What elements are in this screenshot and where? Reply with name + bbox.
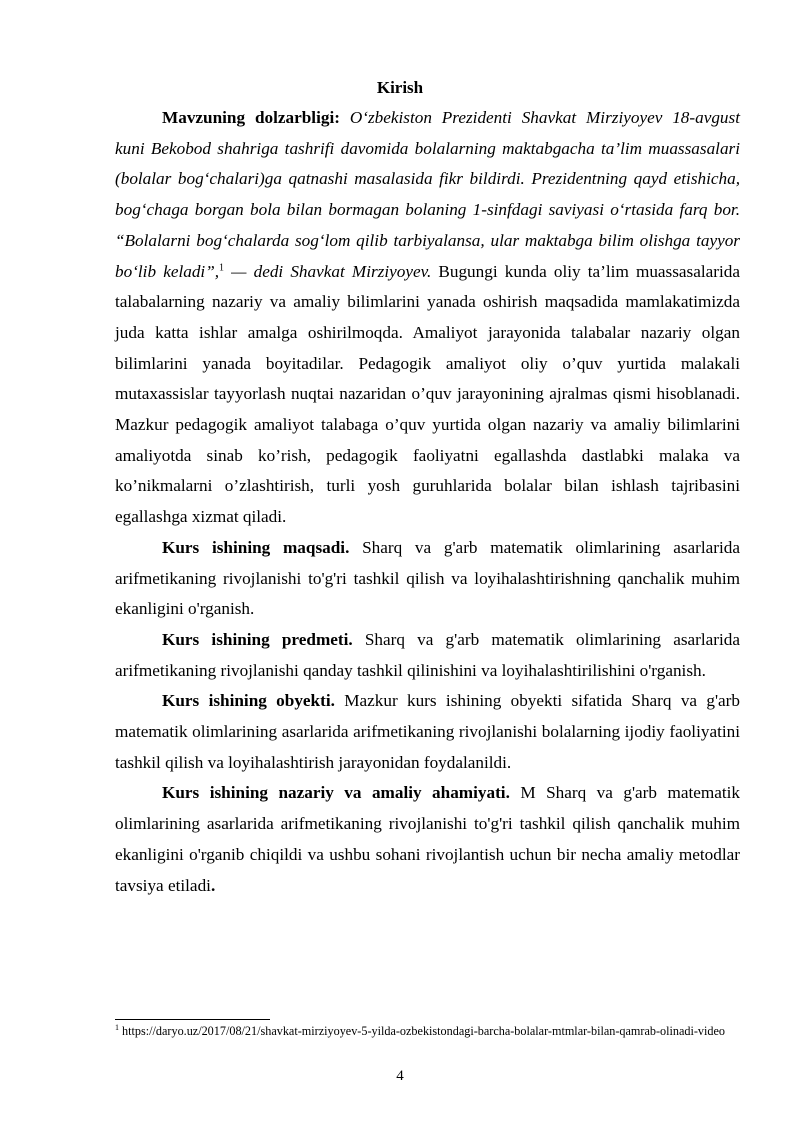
section-title: Kirish [376, 78, 424, 97]
footnote [115, 1024, 740, 1039]
paragraph-text: Sharq va g'arb matematik olimlarining asarlarida arifmetikaning rivojlanishi qanday tashkil qilinishini va loyihalashtirilishini o'rganish. [115, 629, 740, 680]
paragraph-text: Sharq va g'arb matematik olimlarining asarlarida arifmetikaning rivojlanishi to'g'ri tashkil qilish va loyihalashtirishning qanchalik muhim ekanligini o'rganish. [115, 537, 740, 619]
quote-attribution: — dedi Shavkat Mirziyoyev. [224, 261, 432, 281]
paragraph-end-mark: . [210, 875, 216, 895]
paragraph-goal [115, 533, 740, 625]
quote-text: O‘zbekiston Prezidenti Shavkat Mirziyoyev 18-avgust kuni Bekobod shahriga tashrifi davomida bolalarning maktabgacha ta’lim muassasalari (bolalar bog‘chalari)ga qatnashi masalasida fikr bildirdi. Prezidentning qayd etishicha, bog‘chaga borgan bola bilan bormagan bolaning 1-sinfdagi saviyasi o‘rtasida farq bor. “Bolalarni bog‘chalarda sog‘lom qilib tarbiyalansa, ular maktabga bilim olishga tayyor bo‘lib keladi”, [115, 108, 740, 281]
footnote-link[interactable]: https://daryo.uz/2017/08/21/shavkat-mirziyoyev-5-yilda-ozbekistondagi-barcha-bolalar-mtmlar-bilan-qamrab-olinadi-video [119, 1024, 725, 1038]
footnote-number: 1 [115, 1022, 119, 1032]
paragraph-label: Kurs ishining maqsadi. [162, 537, 350, 557]
paragraph-label: Kurs ishining nazariy va amaliy ahamiyati. [162, 783, 510, 803]
footnote-reference[interactable]: 1 [219, 261, 225, 273]
paragraph-text: M Sharq va g'arb matematik olimlarining asarlarida arifmetikaning rivojlanishi to'g'ri tashkil qilish qanchalik muhim ekanligini o'rganib chiqildi va ushbu sohani rivojlantish uchun bir necha amaliy metodlar tavsiya etiladi [115, 783, 740, 895]
paragraph-text: Bugungi kunda oliy ta’lim muassasalarida talabalarning nazariy va amaliy bilimlarini yanada oshirish maqsadida mamlakatimizda juda katta ishlar amalga oshirilmoqda. Amaliyot jarayonida talabalar nazariy olgan bilimlarini yanada boyitadilar. Pedagogik amaliyot oliy o’quv yurtida malakali mutaxassislar tayyorlash nuqtai nazaridan o’quv jarayonining ajralmas qismi hisoblanadi. Mazkur pedagogik amaliyot talabaga o’quv yurtida olgan nazariy va amaliy bilimlarini amaliyotda sinab ko’rish, pedagogik faoliyatni egallashda dastlabki malaka va ko’nikmalarni o’zlashtirish, turli yosh guruhlarida bolalar bilan ishlash tajribasini egallashga xizmat qiladi. [115, 261, 740, 527]
paragraph-label: Mavzuning dolzarbligi: [162, 108, 340, 127]
paragraph-object [115, 686, 740, 778]
body-text [115, 103, 740, 901]
footnote-separator [115, 1019, 270, 1020]
paragraph-subject [115, 625, 740, 686]
paragraph-label: Kurs ishining obyekti. [162, 691, 335, 711]
paragraph-relevance [115, 103, 740, 533]
page-number: 4 [396, 1068, 404, 1084]
paragraph-text: Mazkur kurs ishining obyekti sifatida Sharq va g'arb matematik olimlarining asarlarida arifmetikaning rivojlanishi bolalarning ijodiy faoliyatini tashkil qilish va loyihalashtirish jarayonidan foydalanildi. [115, 691, 740, 772]
paragraph-label: Kurs ishining predmeti. [162, 629, 353, 649]
paragraph-significance [115, 778, 740, 901]
